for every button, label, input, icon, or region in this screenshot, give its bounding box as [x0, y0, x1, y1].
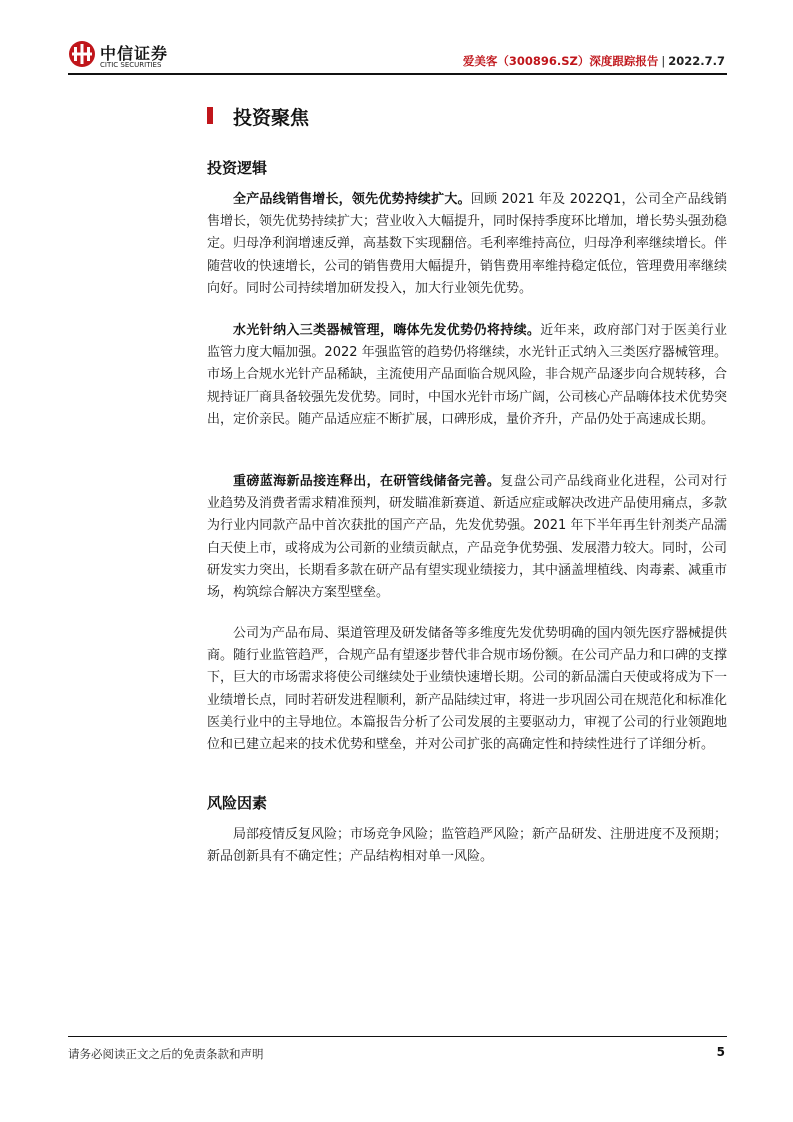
citic-securities-logo: [68, 40, 183, 74]
logic-paragraph-2: [207, 320, 727, 431]
logic-paragraph-1: [207, 189, 727, 300]
risk-factors-text: 局部疫情反复风险；市场竞争风险；监管趋严风险；新产品研发、注册进度不及预期；新品创新具有不确定性；产品结构相对单一风险。: [207, 827, 728, 865]
paragraph-lead: 重磅蓝海新品接连释出，在研管线储备完善。: [233, 474, 501, 489]
risk-factors-heading: 风险因素: [207, 794, 268, 812]
page-number: 5: [716, 1045, 725, 1059]
paragraph-body: 近年来，政府部门对于医美行业监管力度大幅加强。2022 年强监管的趋势仍将继续，水光针正式纳入三类医疗器械管理。市场上合规水光针产品稀缺，主流使用产品面临合规风险，非合规产品逐步向合规转移，合规持证厂商具备较强先发优势。同时，中国水光针市场广阔，公司核心产品嗨体技术优势突出，定价亲民。随产品适应症不断扩展，口碑形成，量价齐升，产品仍处于高速成长期。: [207, 323, 728, 427]
logic-summary-paragraph: 公司为产品布局、渠道管理及研发储备等多维度先发优势明确的国内领先医疗器械提供商。随行业监管趋严，合规产品有望逐步替代非合规市场份额。在公司产品力和口碑的支撑下，巨大的市场需求将使公司继续处于业绩快速增长期。公司的新品濡白天使或将成为下一业绩增长点，同时若研发进程顺利，新产品陆续过审，将进一步巩固公司在规范化和标准化医美行业中的主导地位。本篇报告分析了公司发展的主要驱动力，审视了公司的行业领跑地位和已建立起来的技术优势和壁垒，并对公司扩张的高确定性和持续性进行了详细分析。: [207, 626, 728, 753]
section-title: 投资聚焦: [233, 107, 310, 129]
paragraph-body: 复盘公司产品线商业化进程，公司对行业趋势及消费者需求精准预判，研发瞄准新赛道、新适应症或解决改进产品使用痛点，多款为行业内同款产品中首次获批的国产产品，先发优势强。2021 年下半年再生针剂类产品濡白天使上市，或将成为公司新的业绩贡献点，产品竞争优势强、发展潜力较大。同时，公司研发实力突出，长期看多款在研产品有望实现业绩接力，其中涵盖埋植线、肉毒素、减重市场，构筑综合解决方案型壁垒。: [207, 474, 728, 601]
disclaimer-note: 请务必阅读正文之后的免责条款和声明: [68, 1047, 264, 1061]
section-title-marker: [207, 107, 213, 124]
header-separator: |: [661, 54, 666, 68]
header-divider: [68, 73, 727, 75]
header-report-reference: [463, 53, 725, 69]
footer-divider: [68, 1036, 727, 1037]
logic-paragraph-3: [207, 471, 727, 604]
report-date: 2022.7.7: [668, 54, 725, 68]
citic-logo-icon: [68, 40, 96, 68]
report-title: 爱美客（300896.SZ）深度跟踪报告: [462, 54, 659, 68]
paragraph-lead: 水光针纳入三类器械管理，嗨体先发优势仍将持续。: [233, 323, 541, 338]
brand-name-en: CITIC SECURITIES: [100, 61, 162, 69]
paragraph-body: 回顾 2021 年及 2022Q1，公司全产品线销售增长，领先优势持续扩大；营业收入大幅提升，同时保持季度环比增加，增长势头强劲稳定。归母净利润增速反弹，高基数下实现翻倍。毛利率维持高位，归母净利率继续增长。伴随营收的快速增长，公司的销售费用大幅提升，销售费用率维持稳定低位，管理费用率继续向好。同时公司持续增加研发投入，加大行业领先优势。: [207, 192, 728, 296]
paragraph-lead: 全产品线销售增长，领先优势持续扩大。: [233, 192, 471, 207]
brand-name-cn: 中信证券: [100, 44, 169, 63]
investment-logic-heading: 投资逻辑: [207, 159, 268, 177]
